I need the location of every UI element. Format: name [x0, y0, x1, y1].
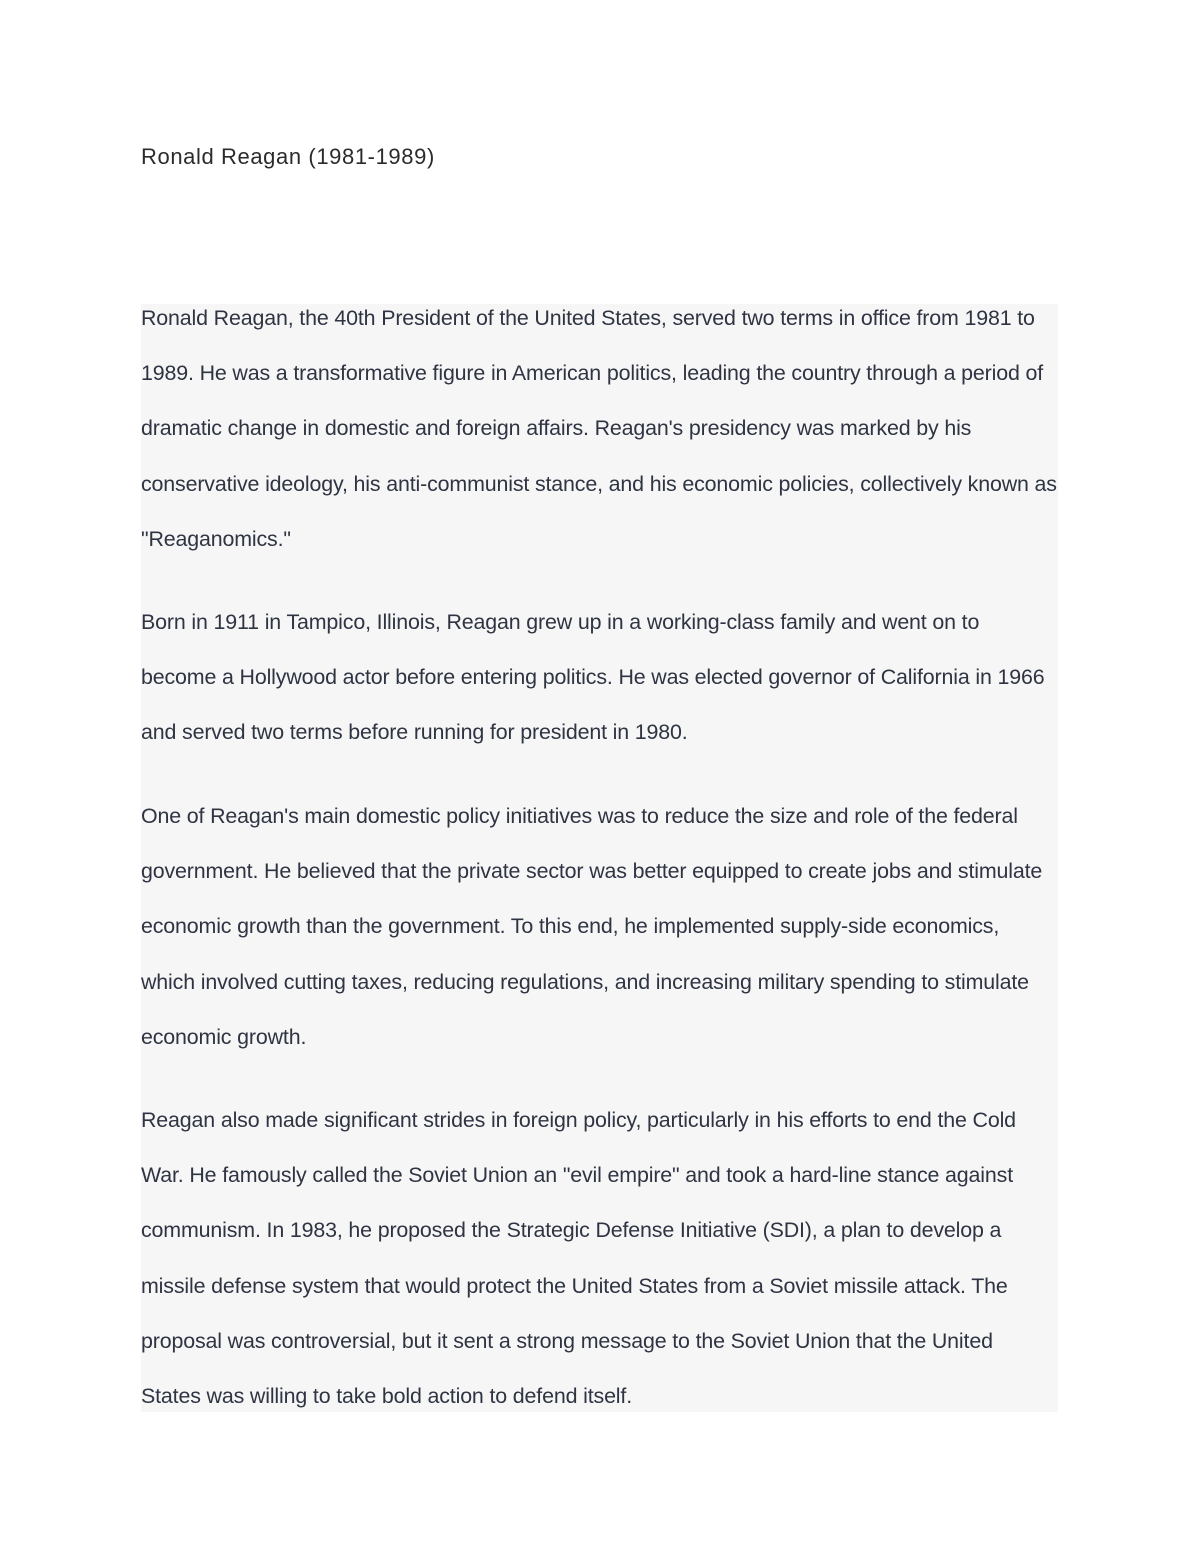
paragraph-early-life: Born in 1911 in Tampico, Illinois, Reagan grew up in a working-class family and went on to become a Hollywood actor before entering politics. He was elected governor of California in 1966 and served two terms before running for president in 1980.: [141, 610, 1045, 745]
document-title: Ronald Reagan (1981-1989): [141, 144, 435, 169]
document-body: [141, 304, 1058, 1412]
paragraph-domestic-policy: One of Reagan's main domestic policy initiatives was to reduce the size and role of the federal government. He believed that the private sector was better equipped to create jobs and stimulate economic growth than the government. To this end, he implemented supply-side economics, which involved cutting taxes, reducing regulations, and increasing military spending to stimulate economic growth.: [141, 804, 1043, 1049]
paragraph-foreign-policy: Reagan also made significant strides in foreign policy, particularly in his efforts to end the Cold War. He famously called the Soviet Union an "evil empire" and took a hard-line stance against communism. In 1983, he proposed the Strategic Defense Initiative (SDI), a plan to develop a missile defense system that would protect the United States from a Soviet missile attack. The proposal was controversial, but it sent a strong message to the Soviet Union that the United States was willing to take bold action to defend itself.: [141, 1108, 1016, 1409]
paragraph-intro: Ronald Reagan, the 40th President of the United States, served two terms in office from 1981 to 1989. He was a transformative figure in American politics, leading the country through a period of dramatic change in domestic and foreign affairs. Reagan's presidency was marked by his conservative ideology, his anti-communist stance, and his economic policies, collectively known as "Reaganomics.": [141, 306, 1057, 551]
